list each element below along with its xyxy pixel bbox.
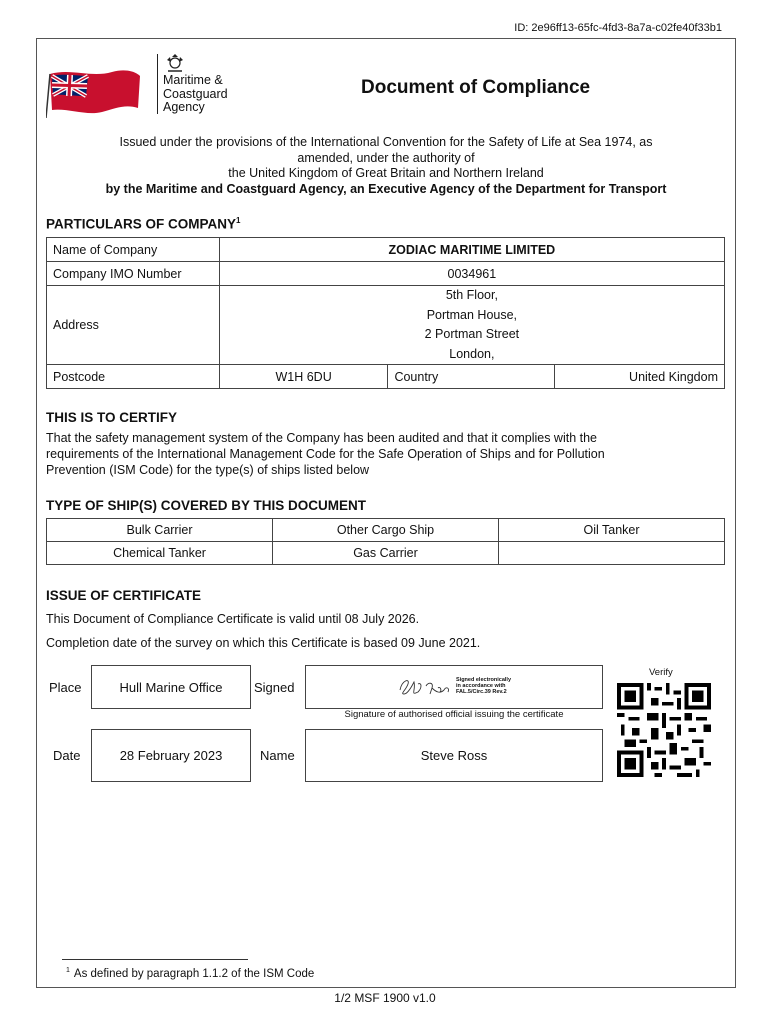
red-ensign-flag-icon: [46, 64, 142, 118]
ship-types-heading: TYPE OF SHIP(S) COVERED BY THIS DOCUMENT: [46, 498, 367, 513]
particulars-heading: PARTICULARS OF COMPANY$^1$: [46, 216, 241, 232]
footnote: [66, 967, 314, 980]
date-value: 28 February 2023: [91, 729, 251, 782]
footnote-divider: [62, 959, 248, 960]
issued-line: the United Kingdom of Great Britain and Northern Ireland: [228, 166, 544, 180]
signature-note-line: FAL.5/Circ.39 Rev.2: [456, 689, 507, 695]
footnote-marker: 1: [236, 216, 241, 225]
issue-heading: ISSUE OF CERTIFICATE: [46, 588, 202, 603]
certify-line: Prevention (ISM Code) for the type(s) of ships listed below: [46, 463, 370, 477]
document-id: ID: 2e96ff13-65fc-4fd3-8a7a-c02fe40f33b1: [514, 22, 722, 34]
survey-statement: Completion date of the survey on which this Certificate is based 09 June 2021.: [46, 636, 481, 650]
country-value: United Kingdom: [555, 365, 725, 389]
footnote-text: As defined by paragraph 1.1.2 of the ISM Code: [73, 967, 315, 980]
validity-statement: This Document of Compliance Certificate is valid until 08 July 2026.: [46, 612, 420, 626]
document-title: Document of Compliance: [361, 77, 591, 98]
ship-types-table: [46, 518, 725, 565]
address-line: 2 Portman Street: [424, 327, 520, 341]
table-row: [47, 365, 725, 389]
agency-line: Maritime &: [163, 73, 223, 87]
address-line: Portman House,: [426, 307, 518, 322]
certify-line: That the safety management system of the Company has been audited and that it complies with the: [46, 431, 598, 445]
agency-line: Agency: [163, 100, 205, 114]
agency-line: Coastguard: [163, 86, 228, 101]
imo-number-value: 0034961: [219, 262, 724, 286]
ship-type-cell: Other Cargo Ship: [273, 519, 499, 542]
issued-line: amended, under the authority of: [297, 150, 475, 165]
place-value: Hull Marine Office: [91, 665, 251, 709]
company-particulars-table: [46, 237, 725, 389]
postcode-value: W1H 6DU: [219, 365, 388, 389]
country-label: Country: [388, 365, 555, 389]
place-label: Place: [49, 680, 82, 695]
imo-number-label: Company IMO Number: [47, 262, 220, 286]
agency-divider: [157, 54, 158, 114]
ship-type-cell: Chemical Tanker: [47, 542, 273, 565]
handwritten-signature-icon: [396, 676, 452, 698]
date-label: Date: [53, 748, 81, 763]
footnote-marker: 1: [66, 967, 70, 974]
signature-note-line: in accordance with: [456, 683, 506, 689]
table-row: [47, 262, 725, 286]
company-name-value: ZODIAC MARITIME LIMITED: [219, 238, 724, 262]
issued-line-authority: by the Maritime and Coastguard Agency, an Executive Agency of the Department for Transport: [105, 181, 667, 196]
certify-heading: THIS IS TO CERTIFY: [46, 410, 178, 425]
page-form-number: 1/2 MSF 1900 v1.0: [334, 991, 436, 1005]
signature-box: [305, 665, 603, 709]
signature-note-line: Signed electronically: [456, 677, 512, 683]
certify-statement: [46, 430, 716, 478]
address-value: [219, 286, 724, 365]
certify-line: requirements of the International Management Code for the Safe Operation of Ships and for Pollution: [46, 447, 605, 461]
name-label: Name: [260, 748, 295, 763]
ship-type-cell: Oil Tanker: [499, 519, 725, 542]
table-row: [47, 286, 725, 365]
name-of-company-label: Name of Company: [47, 238, 220, 262]
table-row: [47, 542, 725, 565]
signed-label: Signed: [254, 680, 295, 695]
address-line: London,: [449, 346, 495, 361]
verification-qr-code-icon[interactable]: [616, 683, 712, 777]
table-row: [47, 238, 725, 262]
address-line: 5th Floor,: [445, 288, 498, 302]
ship-type-cell: Bulk Carrier: [47, 519, 273, 542]
official-name-value: Steve Ross: [305, 729, 603, 782]
table-row: [47, 519, 725, 542]
agency-name: [163, 74, 228, 115]
ship-type-cell: Gas Carrier: [273, 542, 499, 565]
electronic-signature-note: [456, 677, 511, 695]
postcode-label: Postcode: [47, 365, 220, 389]
signature-caption: Signature of authorised official issuing the certificate: [344, 709, 564, 720]
address-label: Address: [47, 286, 220, 365]
issued-line: Issued under the provisions of the International Convention for the Safety of Life at Sea 1974, as: [119, 135, 653, 149]
verify-label: Verify: [649, 667, 673, 678]
ship-type-cell: [499, 542, 725, 565]
issued-statement: [40, 135, 732, 197]
royal-crest-icon: [164, 54, 186, 74]
